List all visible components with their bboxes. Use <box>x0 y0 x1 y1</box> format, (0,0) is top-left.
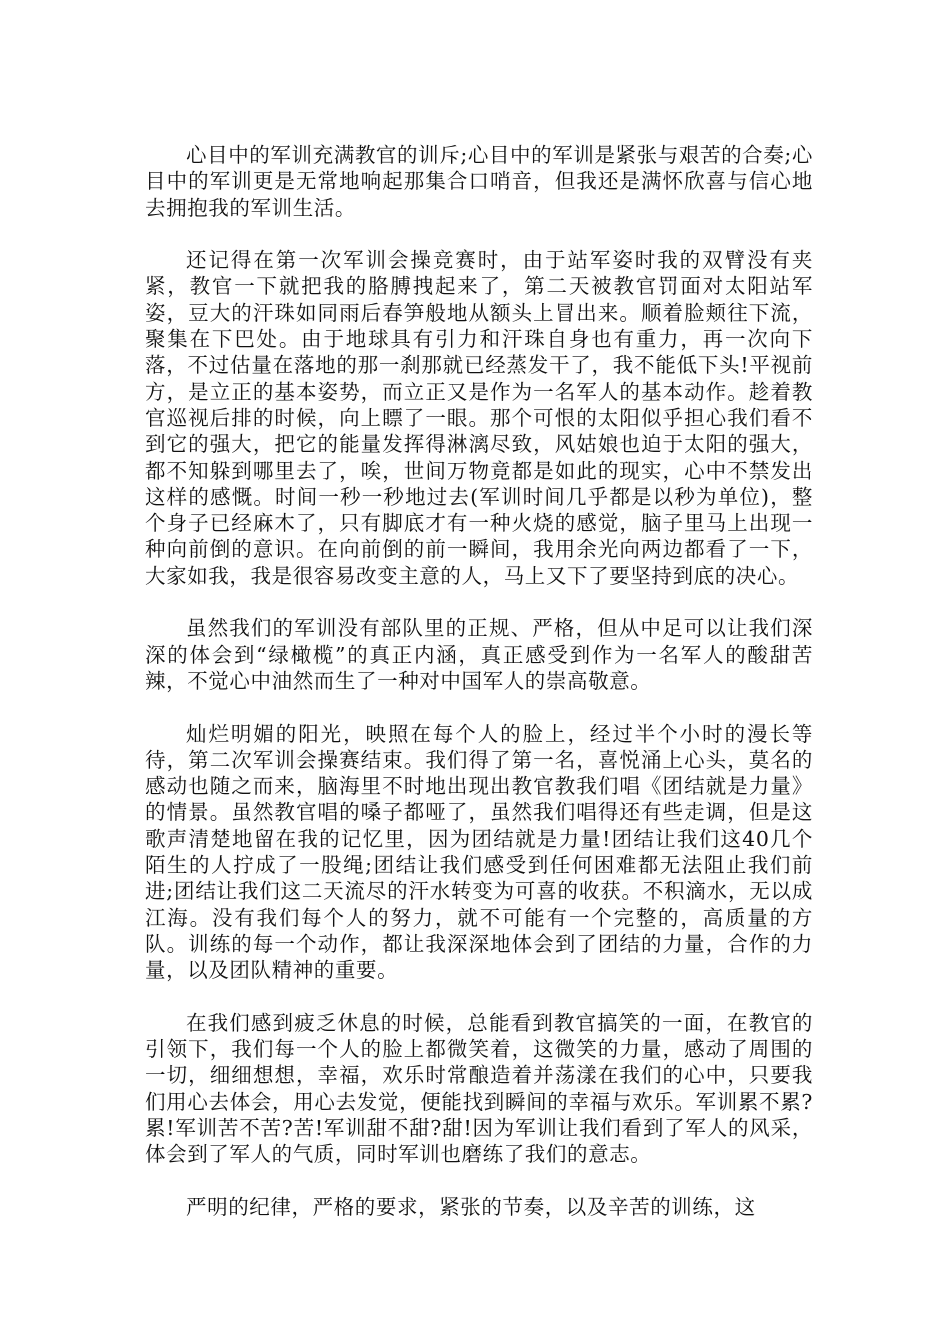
paragraph-5: 在我们感到疲乏休息的时候，总能看到教官搞笑的一面，在教官的引领下，我们每一个人的脸上都微笑着，这微笑的力量，感动了周围的一切，细细想想，幸福，欢乐时常酿造着并荡漾在我们的心中，只要我们用心去体会，用心去发觉，便能找到瞬间的幸福与欢乐。军训累不累?累!军训苦不苦?苦!军训甜不甜?甜!因为军训让我们看到了军人的风采，体会到了军人的气质，同时军训也磨练了我们的意志。 <box>145 1010 813 1167</box>
paragraph-3: 虽然我们的军训没有部队里的正规、严格，但从中足可以让我们深深的体会到“绿橄榄”的真正内涵，真正感受到作为一名军人的酸甜苦辣，不觉心中油然而生了一种对中国军人的崇高敬意。 <box>145 616 813 693</box>
paragraph-1: 心目中的军训充满教官的训斥;心目中的军训是紧张与艰苦的合奏;心目中的军训更是无常地响起那集合口哨音，但我还是满怀欣喜与信心地去拥抱我的军训生活。 <box>145 143 813 220</box>
paragraph-2: 还记得在第一次军训会操竞赛时，由于站军姿时我的双臂没有夹紧，教官一下就把我的胳膊拽起来了，第二天被教官罚面对太阳站军姿，豆大的汗珠如同雨后春笋般地从额头上冒出来。顺着脸颊往下流，聚集在下巴处。由于地球具有引力和汗珠自身也有重力，再一次向下落，不过估量在落地的那一刹那就已经蒸发干了，我不能低下头!平视前方，是立正的基本姿势，而立正又是作为一名军人的基本动作。趁着教官巡视后排的时候，向上瞟了一眼。那个可恨的太阳似乎担心我们看不到它的强大，把它的能量发挥得淋漓尽致，风姑娘也迫于太阳的强大，都不知躲到哪里去了，唉，世间万物竟都是如此的现实，心中不禁发出这样的感慨。时间一秒一秒地过去(军训时间几乎都是以秒为单位)，整个身子已经麻木了，只有脚底才有一种火烧的感觉，脑子里马上出现一种向前倒的意识。在向前倒的前一瞬间，我用余光向两边都看了一下，大家如我，我是很容易改变主意的人，马上又下了要坚持到底的决心。 <box>145 248 813 588</box>
document-body <box>145 142 813 1246</box>
paragraph-6: 严明的纪律，严格的要求，紧张的节奏，以及辛苦的训练，这 <box>186 1194 756 1219</box>
paragraph-4: 灿烂明媚的阳光，映照在每个人的脸上，经过半个小时的漫长等待，第二次军训会操赛结束。我们得了第一名，喜悦涌上心头，莫名的感动也随之而来，脑海里不时地出现出教官教我们唱《团结就是力量》的情景。虽然教官唱的嗓子都哑了，虽然我们唱得还有些走调，但是这歌声清楚地留在我的记忆里，因为团结就是力量!团结让我们这40几个陌生的人拧成了一股绳;团结让我们感受到任何困难都无法阻止我们前进;团结让我们这二天流尽的汗水转变为可喜的收获。不积滴水，无以成江海。没有我们每个人的努力，就不可能有一个完整的，高质量的方队。训练的每一个动作，都让我深深地体会到了团结的力量，合作的力量，以及团队精神的重要。 <box>145 721 813 983</box>
